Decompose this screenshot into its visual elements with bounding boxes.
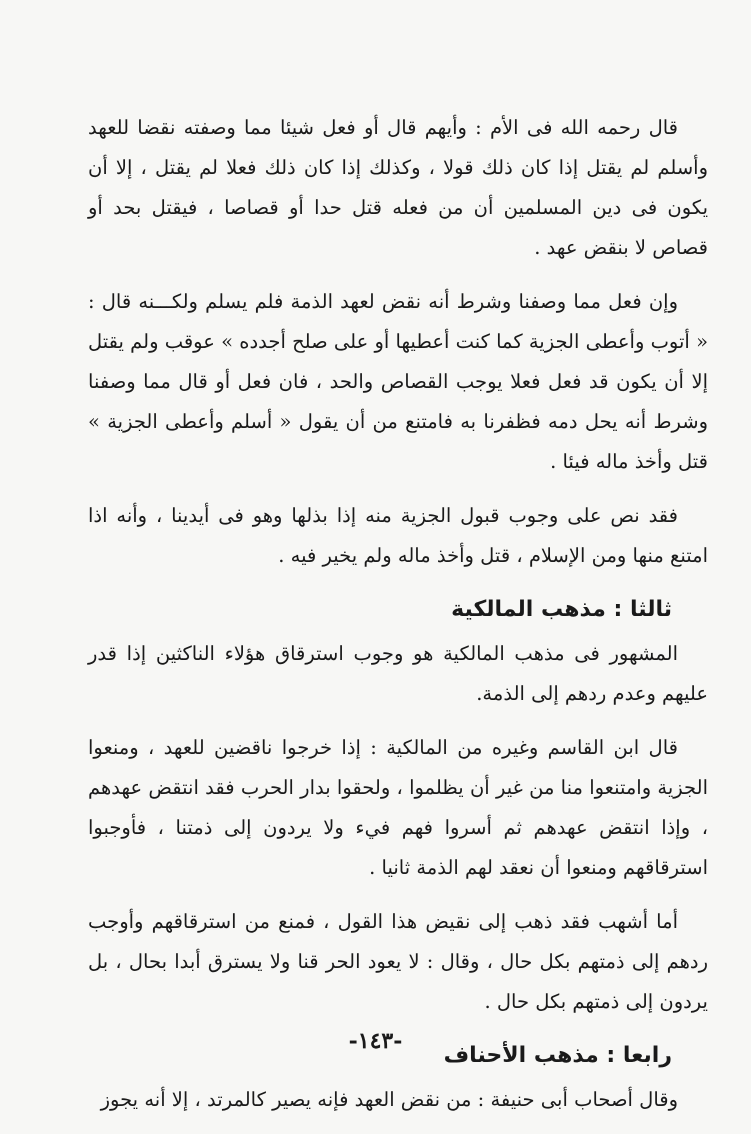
page-number: -١٤٣- [348,1028,403,1054]
heading-maliki-school: ثالثا : مذهب المالكية [451,597,672,622]
paragraph-breach-conditions: وإن فعل مما وصفنا وشرط أنه نقض لعهد الذمة فلم يسلم ولكـــنه قال : « أتوب وأعطى الجزية كما كنت أعطيها أو على صلح أجدده » عوقب ولم يقتل إلا أن يكون قد فعل فعلا يوجب القصاص والحد ، فان فعل أو قال مما وصفنا وشرط أنه يحل دمه فظفرنا به فامتنع من أن يقول « أسلم وأعطى الجزية » قتل وأخذ ماله فيئا . [88,290,708,473]
paragraph-al-umm-quote: قال رحمه الله فى الأم : وأيهم قال أو فعل شيئا مما وصفته نقضا للعهد وأسلم لم يقتل إذا كان ذلك قولا ، وكذلك إذا كان ذلك فعلا لم يقتل ، إلا أن يكون فى دين المسلمين أن من فعله قتل حدا أو قصاصا ، فيقتل بحد أو قصاص لا بنقض عهد . [88,116,708,259]
paragraph-jizya-acceptance: فقد نص على وجوب قبول الجزية منه إذا بذلها وهو فى أيدينا ، وأنه اذا امتنع منها ومن الإسلام ، قتل وأخذ ماله ولم يخير فيه . [88,504,708,567]
paragraph-hanafi-opening: وقال أصحاب أبى حنيفة : من نقض العهد فإنه يصير كالمرتد ، إلا أنه يجوز [100,1088,678,1111]
paragraph-ashhab: أما أشهب فقد ذهب إلى نقيض هذا القول ، فمنع من استرقاقهم وأوجب ردهم إلى ذمتهم بكل حال ، وقال : لا يعود الحر قنا ولا يسترق أبدا بحال ، بل يردون إلى ذمتهم بكل حال . [88,910,708,1013]
paragraph-maliki-mashhur: المشهور فى مذهب المالكية هو وجوب استرقاق هؤلاء الناكثين إذا قدر عليهم وعدم ردهم إلى الذمة. [88,642,708,705]
body-text [88,108,708,1134]
paragraph-ibn-al-qasim: قال ابن القاسم وغيره من المالكية : إذا خرجوا ناقضين للعهد ، ومنعوا الجزية وامتنعوا منا من غير أن يظلموا ، ولحقوا بدار الحرب فقد انتقض عهدهم ، وإذا انتقض عهدهم ثم أسروا فهم فيء ولا يردون إلى ذمتنا ، فأوجبوا استرقاقهم ومنعوا أن نعقد لهم الذمة ثانيا . [88,736,708,879]
heading-hanafi-school: رابعا : مذهب الأحناف [443,1043,672,1068]
